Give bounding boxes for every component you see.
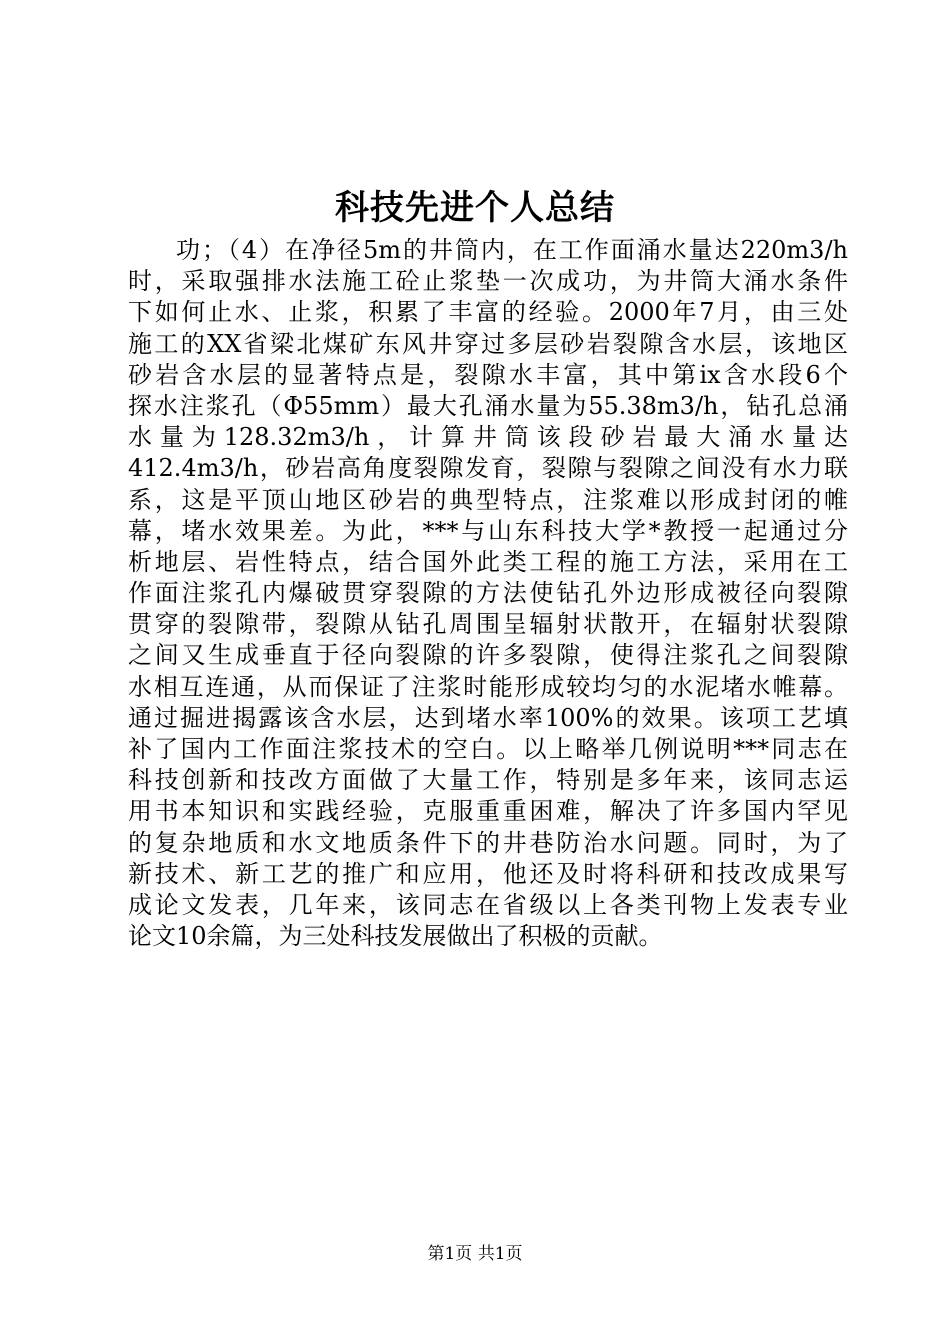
body-line: 析地层、岩性特点，结合国外此类工程的施工方法，采用在工 <box>128 547 848 576</box>
body-line: 论文10余篇，为三处科技发展做出了积极的贡献。 <box>128 922 663 951</box>
body-line: 贯穿的裂隙带，裂隙从钻孔周围呈辐射状散开，在辐射状裂隙 <box>128 610 848 639</box>
body-line: 探水注浆孔（Φ55mm）最大孔涌水量为55.38m3/h，钻孔总涌 <box>128 391 848 420</box>
body-line: 412.4m3/h，砂岩高角度裂隙发育，裂隙与裂隙之间没有水力联 <box>128 454 848 483</box>
body-line: 幕，堵水效果差。为此，***与山东科技大学*教授一起通过分 <box>128 516 848 545</box>
body-line: 功；（4）在净径5m的井筒内，在工作面涌水量达220m3/h <box>176 236 848 264</box>
body-line: 砂岩含水层的显著特点是，裂隙水丰富，其中第ix含水段6个 <box>128 360 848 389</box>
body-line: 水量为128.32m3/h，计算井筒该段砂岩最大涌水量达 <box>128 423 848 452</box>
body-line: 作面注浆孔内爆破贯穿裂隙的方法使钻孔外边形成被径向裂隙 <box>128 579 848 608</box>
body-line: 补了国内工作面注浆技术的空白。以上略举几例说明***同志在 <box>128 735 848 763</box>
page-footer: 第1页 共1页 <box>427 1244 523 1264</box>
body-line: 下如何止水、止浆，积累了丰富的经验。2000年7月，由三处 <box>128 298 848 327</box>
body-line: 之间又生成垂直于径向裂隙的许多裂隙，使得注浆孔之间裂隙 <box>128 641 848 670</box>
document-title: 科技先进个人总结 <box>335 188 615 228</box>
body-line: 成论文发表，几年来，该同志在省级以上各类刊物上发表专业 <box>128 890 848 919</box>
document-body <box>128 235 848 952</box>
body-line: 施工的XX省梁北煤矿东风井穿过多层砂岩裂隙含水层，该地区 <box>128 329 848 358</box>
body-line: 时，采取强排水法施工砼止浆垫一次成功，为井筒大涌水条件 <box>128 267 848 296</box>
body-line: 科技创新和技改方面做了大量工作，特别是多年来，该同志运 <box>128 766 848 795</box>
body-line: 新技术、新工艺的推广和应用，他还及时将科研和技改成果写 <box>128 859 848 888</box>
body-line: 水相互连通，从而保证了注浆时能形成较均匀的水泥堵水帷幕。 <box>128 672 848 701</box>
body-line: 的复杂地质和水文地质条件下的井巷防治水问题。同时，为了 <box>128 828 848 857</box>
body-line: 通过掘进揭露该含水层，达到堵水率100%的效果。该项工艺填 <box>128 703 848 732</box>
body-line: 用书本知识和实践经验，克服重重困难，解决了许多国内罕见 <box>128 797 848 826</box>
body-line: 系，这是平顶山地区砂岩的典型特点，注浆难以形成封闭的帷 <box>128 485 848 514</box>
